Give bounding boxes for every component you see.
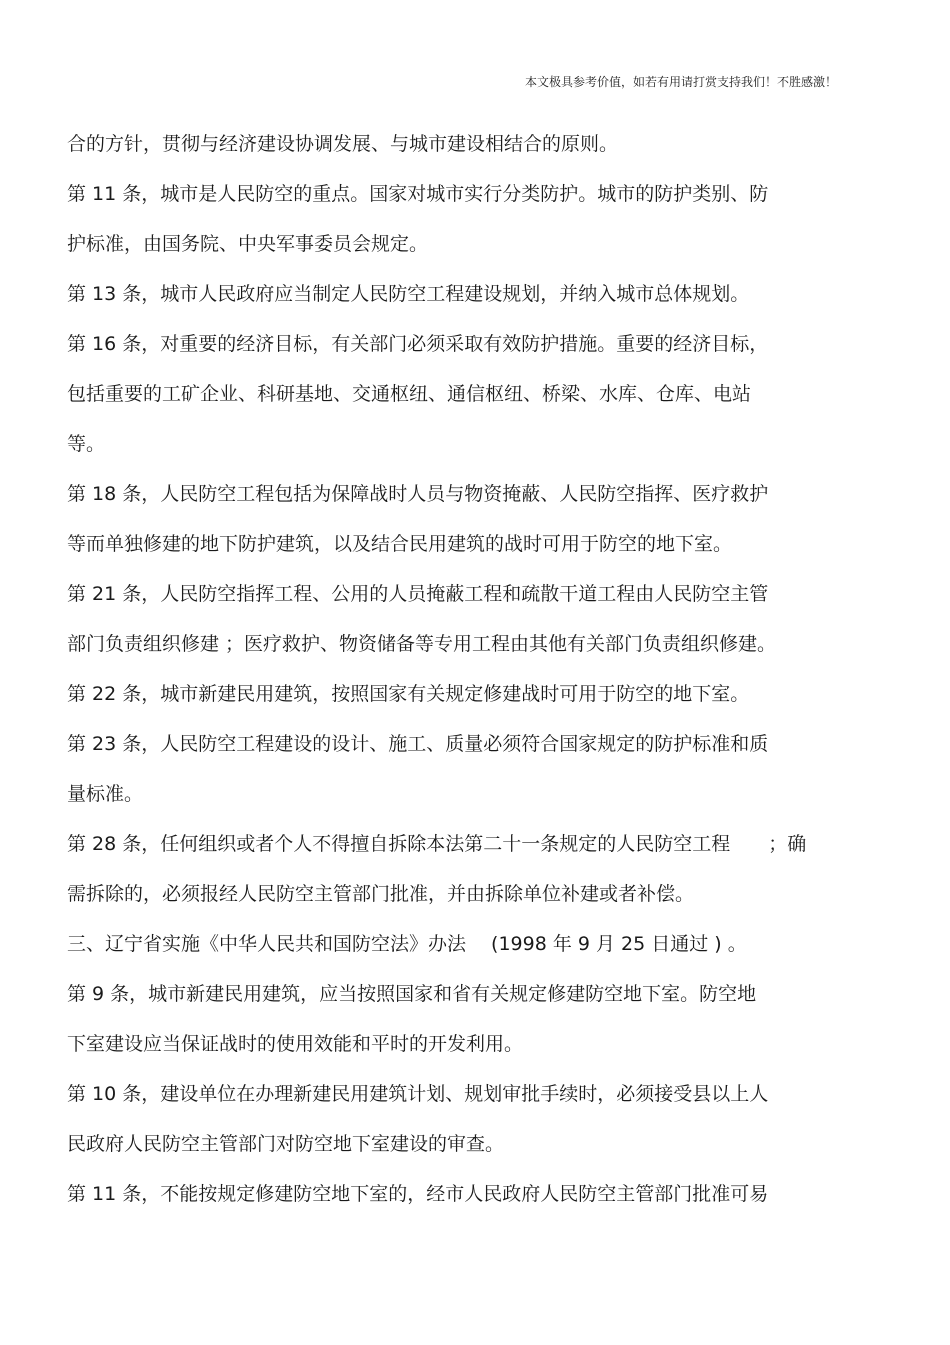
text-line: 第 18 条，人民防空工程包括为保障战时人员与物资掩蔽、人民防空指挥、医疗救护 — [67, 483, 769, 505]
text-line: 合的方针，贯彻与经济建设协调发展、与城市建设相结合的原则。 — [67, 133, 619, 155]
document-body — [67, 119, 887, 1219]
text-line: 需拆除的，必须报经人民防空主管部门批准，并由拆除单位补建或者补偿。 — [67, 883, 695, 905]
text-line: 部门负责组织修建 ；医疗救护、物资储备等专用工程由其他有关部门负责组织修建。 — [67, 633, 777, 655]
text-line: 三、辽宁省实施《中华人民共和国防空法》办法 (1998 年 9 月 25 日通过 ) 。 — [67, 933, 747, 955]
text-line: 第 23 条，人民防空工程建设的设计、施工、质量必须符合国家规定的防护标准和质 — [67, 733, 769, 755]
header-note: 本文极具参考价值，如若有用请打赏支持我们！不胜感激！ — [524, 75, 837, 89]
text-line: 护标准，由国务院、中央军事委员会规定。 — [67, 233, 429, 255]
text-line: 等。 — [67, 433, 106, 455]
text-line: 等而单独修建的地下防护建筑，以及结合民用建筑的战时可用于防空的地下室。 — [67, 533, 733, 555]
text-line: 包括重要的工矿企业、科研基地、交通枢纽、通信枢纽、桥梁、水库、仓库、电站 — [67, 383, 752, 405]
text-line: 第 10 条，建设单位在办理新建民用建筑计划、规划审批手续时，必须接受县以上人 — [67, 1083, 769, 1105]
text-line: 第 11 条，不能按规定修建防空地下室的，经市人民政府人民防空主管部门批准可易 — [67, 1183, 769, 1205]
text-line: 第 21 条，人民防空指挥工程、公用的人员掩蔽工程和疏散干道工程由人民防空主管 — [67, 583, 769, 605]
text-line: 第 9 条，城市新建民用建筑，应当按照国家和省有关规定修建防空地下室。防空地 — [67, 983, 757, 1005]
text-line: 量标准。 — [67, 783, 144, 805]
text-line: 第 16 条，对重要的经济目标，有关部门必须采取有效防护措施。重要的经济目标， — [67, 333, 769, 355]
text-line: 民政府人民防空主管部门对防空地下室建设的审查。 — [67, 1133, 505, 1155]
text-line: 第 22 条，城市新建民用建筑，按照国家有关规定修建战时可用于防空的地下室。 — [67, 683, 750, 705]
text-line: 第 13 条，城市人民政府应当制定人民防空工程建设规划，并纳入城市总体规划。 — [67, 283, 750, 305]
text-line: 第 28 条，任何组织或者个人不得擅自拆除本法第二十一条规定的人民防空工程 ；确 — [67, 833, 807, 855]
text-line: 第 11 条，城市是人民防空的重点。国家对城市实行分类防护。城市的防护类别、防 — [67, 183, 769, 205]
text-line: 下室建设应当保证战时的使用效能和平时的开发利用。 — [67, 1033, 524, 1055]
